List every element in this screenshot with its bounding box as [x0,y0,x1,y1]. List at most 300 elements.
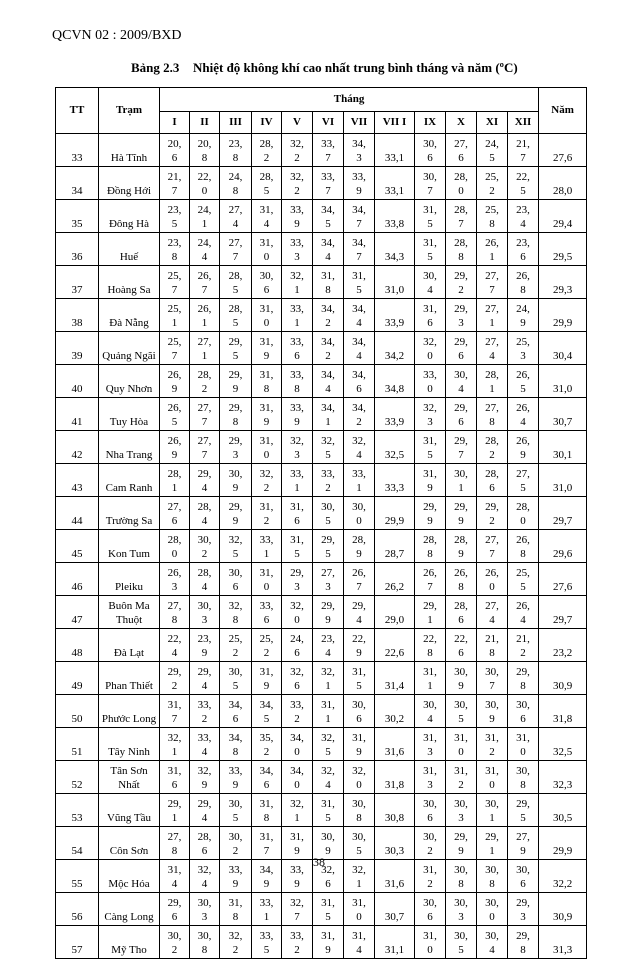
month-value [344,299,375,332]
value-decimal-part: 2 [458,779,464,791]
station-number: 37 [56,266,99,299]
month-value [160,926,190,959]
month-value: 33,9 [375,398,415,431]
table-row [56,431,587,464]
value-decimal-part: 5 [232,812,239,824]
value-integer-part: 24, [228,171,243,183]
month-value [477,365,508,398]
value-decimal-part: 5 [232,317,239,329]
value-integer-part: 23, [167,237,182,249]
month-value [344,728,375,761]
station-number: 53 [56,794,99,827]
value-decimal-part: 0 [294,746,300,758]
value-integer-part: 32, [290,138,304,150]
value-integer-part: 33, [290,864,304,876]
annual-value: 31,0 [539,464,587,497]
value-integer-part: 29, [485,831,499,843]
value-integer-part: 31, [259,798,274,810]
value-decimal-part: 8 [294,383,300,395]
value-decimal-part: 0 [458,746,464,758]
value-integer-part: 26, [352,567,366,579]
value-decimal-part: 5 [325,746,331,758]
month-value [477,398,508,431]
value-integer-part: 27, [516,831,530,843]
month-value [160,662,190,695]
value-integer-part: 30, [423,897,437,909]
value-integer-part: 29, [167,897,182,909]
month-value [477,299,508,332]
month-value [344,200,375,233]
value-decimal-part: 3 [520,350,526,362]
month-value [313,695,344,728]
value-decimal-part: 2 [356,416,362,428]
value-integer-part: 29, [454,501,468,513]
value-decimal-part: 0 [427,350,433,362]
value-decimal-part: 0 [171,548,178,560]
value-integer-part: 33, [352,171,366,183]
value-integer-part: 32, [197,765,212,777]
value-integer-part: 30, [485,699,499,711]
month-value [160,464,190,497]
month-value [344,530,375,563]
month-value [220,563,252,596]
value-decimal-part: 3 [232,449,239,461]
value-decimal-part: 3 [520,911,526,923]
month-value [415,761,446,794]
station-number: 34 [56,167,99,200]
month-value [252,926,282,959]
value-integer-part: 22, [167,633,182,645]
value-integer-part: 21, [516,633,530,645]
month-value [160,596,190,629]
value-integer-part: 32, [290,600,304,612]
station-number: 45 [56,530,99,563]
month-value [252,497,282,530]
value-decimal-part: 1 [294,482,300,494]
value-integer-part: 31, [423,666,437,678]
month-value [415,497,446,530]
month-value [190,662,220,695]
annual-value: 30,9 [539,662,587,695]
value-integer-part: 28, [485,369,499,381]
value-decimal-part: 6 [356,713,362,725]
value-decimal-part: 2 [263,746,270,758]
month-value [313,794,344,827]
value-decimal-part: 5 [325,449,331,461]
value-integer-part: 29, [167,666,182,678]
value-integer-part: 29, [352,600,366,612]
month-value [160,794,190,827]
value-integer-part: 32, [290,435,304,447]
value-integer-part: 34, [352,237,366,249]
value-decimal-part: 7 [201,284,208,296]
month-value [508,431,539,464]
annual-value: 30,4 [539,332,587,365]
value-integer-part: 30, [197,930,212,942]
value-decimal-part: 4 [356,317,362,329]
month-value [252,596,282,629]
month-value [220,497,252,530]
month-value [220,332,252,365]
value-decimal-part: 2 [294,185,300,197]
value-integer-part: 34, [321,204,335,216]
annual-value: 29,9 [539,299,587,332]
value-integer-part: 29, [423,600,437,612]
month-value [446,365,477,398]
header-month: IV [252,112,282,134]
value-decimal-part: 6 [232,581,239,593]
value-decimal-part: 9 [294,845,300,857]
value-integer-part: 32, [290,270,304,282]
value-integer-part: 21, [516,138,530,150]
header-month: IX [415,112,446,134]
value-decimal-part: 9 [201,779,208,791]
month-value [282,695,313,728]
station-name: Đông Hà [99,200,160,233]
value-integer-part: 33, [290,237,304,249]
value-decimal-part: 4 [489,614,495,626]
value-decimal-part: 4 [520,416,526,428]
month-value [220,365,252,398]
month-value [508,134,539,167]
month-value [477,662,508,695]
value-decimal-part: 6 [263,614,270,626]
value-decimal-part: 0 [263,581,270,593]
value-integer-part: 25, [167,303,182,315]
month-value [508,365,539,398]
month-value [313,563,344,596]
table-row [56,365,587,398]
month-value [344,893,375,926]
month-value [344,167,375,200]
value-integer-part: 30, [423,831,437,843]
value-integer-part: 29, [454,402,468,414]
annual-value: 29,4 [539,200,587,233]
month-value [220,530,252,563]
month-value [160,728,190,761]
month-value [508,464,539,497]
value-decimal-part: 9 [356,746,362,758]
station-name: Càng Long [99,893,160,926]
value-decimal-part: 8 [489,218,495,230]
value-integer-part: 31, [423,732,437,744]
month-value [220,893,252,926]
month-value [446,266,477,299]
month-value [313,761,344,794]
value-decimal-part: 1 [489,251,495,263]
month-value [415,728,446,761]
value-integer-part: 31, [321,699,335,711]
month-value: 34,8 [375,365,415,398]
value-integer-part: 28, [259,171,274,183]
month-value [446,167,477,200]
value-integer-part: 28, [454,204,468,216]
value-decimal-part: 6 [201,845,208,857]
month-value: 30,3 [375,827,415,860]
value-integer-part: 27, [167,831,182,843]
value-integer-part: 31, [259,666,274,678]
value-integer-part: 22, [516,171,530,183]
value-decimal-part: 2 [325,350,331,362]
value-integer-part: 31, [321,930,335,942]
value-decimal-part: 6 [458,614,464,626]
value-decimal-part: 5 [356,845,362,857]
value-decimal-part: 2 [201,548,208,560]
month-value [415,926,446,959]
value-integer-part: 30, [454,468,468,480]
station-number: 51 [56,728,99,761]
month-value [282,332,313,365]
month-value [190,530,220,563]
value-decimal-part: 1 [356,878,362,890]
value-decimal-part: 9 [171,449,178,461]
value-integer-part: 30, [321,501,335,513]
month-value [477,563,508,596]
station-number: 57 [56,926,99,959]
value-decimal-part: 2 [489,185,495,197]
value-integer-part: 33, [197,732,212,744]
value-decimal-part: 8 [232,416,239,428]
value-decimal-part: 4 [427,284,433,296]
month-value [282,299,313,332]
value-decimal-part: 6 [263,284,270,296]
value-decimal-part: 3 [427,416,433,428]
month-value [477,266,508,299]
value-integer-part: 34, [321,369,335,381]
value-decimal-part: 5 [325,515,331,527]
month-value: 31,6 [375,860,415,893]
month-value [508,167,539,200]
value-decimal-part: 1 [201,218,208,230]
value-decimal-part: 0 [489,911,495,923]
month-value [415,563,446,596]
value-decimal-part: 4 [489,350,495,362]
station-name: Côn Sơn [99,827,160,860]
value-integer-part: 23, [321,633,335,645]
table-row [56,233,587,266]
annual-value: 30,5 [539,794,587,827]
value-decimal-part: 8 [520,284,526,296]
month-value [252,167,282,200]
value-decimal-part: 2 [294,713,300,725]
value-integer-part: 30, [454,699,468,711]
header-tt: TT [56,88,99,134]
value-integer-part: 23, [516,204,530,216]
month-value [344,431,375,464]
month-value [190,596,220,629]
value-integer-part: 26, [516,270,530,282]
header-month: X [446,112,477,134]
value-decimal-part: 2 [171,680,178,692]
month-value [508,398,539,431]
station-number: 36 [56,233,99,266]
month-value [415,695,446,728]
month-value [344,629,375,662]
annual-value: 23,2 [539,629,587,662]
annual-value: 30,7 [539,398,587,431]
value-decimal-part: 8 [232,152,239,164]
value-decimal-part: 1 [263,548,270,560]
value-integer-part: 26, [167,402,182,414]
value-decimal-part: 2 [427,878,433,890]
value-decimal-part: 3 [458,911,464,923]
month-value: 31,1 [375,926,415,959]
month-value [446,233,477,266]
value-integer-part: 28, [352,534,366,546]
month-value [252,134,282,167]
value-decimal-part: 8 [263,383,270,395]
value-integer-part: 30, [516,765,530,777]
table-row [56,266,587,299]
value-decimal-part: 2 [263,152,270,164]
value-integer-part: 26, [423,567,437,579]
station-name: Kon Tum [99,530,160,563]
value-integer-part: 30, [516,699,530,711]
month-value [415,794,446,827]
value-decimal-part: 6 [171,779,178,791]
month-value: 31,0 [375,266,415,299]
value-decimal-part: 2 [458,284,464,296]
month-value [190,794,220,827]
month-value [282,662,313,695]
value-decimal-part: 8 [232,746,239,758]
station-number: 42 [56,431,99,464]
value-integer-part: 31, [516,732,530,744]
value-decimal-part: 0 [427,383,433,395]
value-integer-part: 32, [321,732,335,744]
station-name: Quy Nhơn [99,365,160,398]
month-value [313,233,344,266]
month-value [446,332,477,365]
month-value [160,431,190,464]
value-decimal-part: 5 [520,482,526,494]
value-integer-part: 23, [228,138,243,150]
value-decimal-part: 5 [232,284,239,296]
value-decimal-part: 8 [458,251,464,263]
station-name: Tân Sơn Nhất [99,761,160,794]
month-value [477,134,508,167]
month-value [190,266,220,299]
value-decimal-part: 1 [325,713,331,725]
value-decimal-part: 3 [201,911,208,923]
value-integer-part: 28, [259,138,274,150]
value-decimal-part: 1 [294,812,300,824]
value-decimal-part: 1 [458,482,464,494]
station-number: 54 [56,827,99,860]
value-integer-part: 30, [228,666,243,678]
value-decimal-part: 4 [201,482,208,494]
value-integer-part: 23, [167,204,182,216]
value-decimal-part: 5 [232,548,239,560]
annual-value: 27,6 [539,134,587,167]
month-value [160,563,190,596]
month-value [282,596,313,629]
table-row [56,596,587,629]
value-decimal-part: 9 [263,416,270,428]
value-decimal-part: 8 [325,284,331,296]
value-integer-part: 31, [259,369,274,381]
station-name: Hà Tĩnh [99,134,160,167]
month-value [477,332,508,365]
value-integer-part: 34, [228,732,243,744]
value-integer-part: 27, [485,402,499,414]
month-value [282,365,313,398]
value-integer-part: 34, [290,765,304,777]
month-value [477,728,508,761]
month-value [415,596,446,629]
value-integer-part: 31, [259,303,274,315]
month-value [508,596,539,629]
value-decimal-part: 4 [458,383,464,395]
value-integer-part: 27, [321,567,335,579]
month-value [252,530,282,563]
table-row [56,497,587,530]
value-integer-part: 30, [352,798,366,810]
value-integer-part: 28, [197,567,212,579]
month-value [344,761,375,794]
value-integer-part: 26, [167,567,182,579]
header-thang: Tháng [160,88,539,112]
month-value [160,167,190,200]
value-integer-part: 30, [259,270,274,282]
value-decimal-part: 5 [427,449,433,461]
value-integer-part: 31, [259,402,274,414]
value-decimal-part: 2 [325,317,331,329]
month-value [313,398,344,431]
month-value [313,596,344,629]
header-month: XII [508,112,539,134]
value-integer-part: 27, [197,435,212,447]
month-value [190,365,220,398]
value-integer-part: 26, [516,369,530,381]
value-decimal-part: 9 [458,515,464,527]
value-decimal-part: 7 [325,152,331,164]
value-integer-part: 34, [352,138,366,150]
value-integer-part: 30, [423,138,437,150]
value-integer-part: 27, [228,237,243,249]
month-value [282,167,313,200]
value-decimal-part: 7 [427,185,433,197]
value-integer-part: 29, [454,336,468,348]
month-value [477,431,508,464]
value-integer-part: 30, [228,798,243,810]
value-integer-part: 31, [352,666,366,678]
month-value [477,464,508,497]
value-decimal-part: 3 [294,251,300,263]
station-name: Mộc Hóa [99,860,160,893]
annual-value: 31,0 [539,365,587,398]
value-decimal-part: 0 [263,317,270,329]
value-decimal-part: 9 [356,548,362,560]
value-integer-part: 30, [423,699,437,711]
month-value: 29,9 [375,497,415,530]
value-decimal-part: 9 [325,845,331,857]
month-value [415,365,446,398]
month-value [477,167,508,200]
month-value [252,794,282,827]
value-integer-part: 34, [228,699,243,711]
value-decimal-part: 3 [427,746,433,758]
station-name: Quảng Ngãi [99,332,160,365]
month-value [415,629,446,662]
header-month: VII I [375,112,415,134]
value-integer-part: 28, [167,534,182,546]
value-decimal-part: 8 [171,251,178,263]
value-integer-part: 30, [423,171,437,183]
value-decimal-part: 6 [427,317,433,329]
header-nam: Năm [539,88,587,134]
value-decimal-part: 5 [232,350,239,362]
